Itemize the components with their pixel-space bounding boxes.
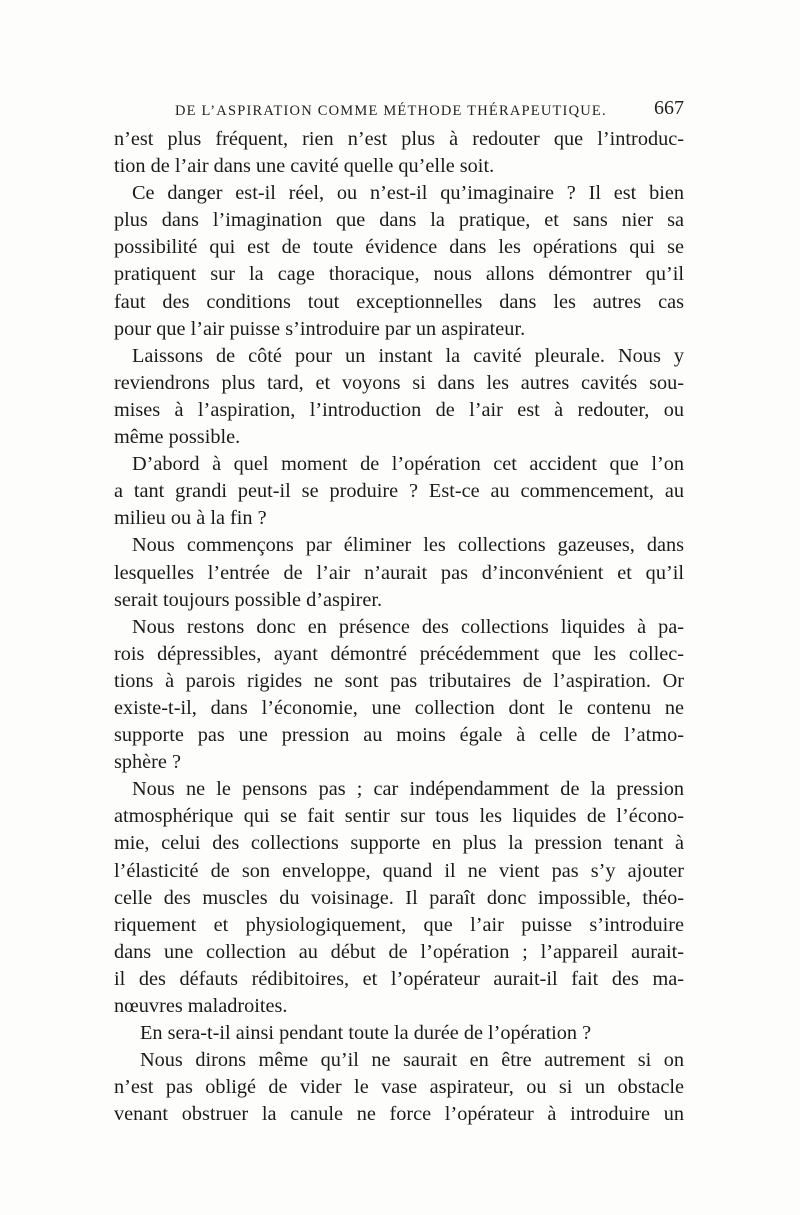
text-line: possibilité qui est de toute évidence dans les opérations qui se <box>114 236 684 259</box>
text-line: tion de l’air dans une cavité quelle qu’elle soit. <box>114 155 495 178</box>
text-line: atmosphérique qui se fait sentir sur tous les liquides de l’écono- <box>114 805 684 828</box>
text-line: Laissons de côté pour un instant la cavité pleurale. Nous y <box>132 344 684 367</box>
text-line: même possible. <box>114 426 241 449</box>
text-line: dans une collection au début de l’opération ; l’appareil aurait- <box>114 940 684 963</box>
text-line: faut des conditions tout exceptionnelles dans les autres cas <box>114 290 684 313</box>
text-line: Ce danger est-il réel, ou n’est-il qu’imaginaire ? Il est bien <box>132 182 684 205</box>
text-line: serait toujours possible d’aspirer. <box>114 588 383 611</box>
text-line: lesquelles l’entrée de l’air n’aurait pas d’inconvénient et qu’il <box>114 561 684 584</box>
text-line: Nous ne le pensons pas ; car indépendamment de la pression <box>132 778 684 801</box>
text-line: nœuvres maladroites. <box>114 995 288 1017</box>
page-header <box>112 97 684 127</box>
text-line: pour que l’air puisse s’introduire par un aspirateur. <box>114 317 526 340</box>
text-line: riquement et physiologiquement, que l’air puisse s’introduire <box>114 913 684 936</box>
text-line: n’est plus fréquent, rien n’est plus à redouter que l’introduc- <box>114 128 684 150</box>
text-line: plus dans l’imagination que dans la pratique, et sans nier sa <box>114 209 684 232</box>
text-line: Nous commençons par éliminer les collections gazeuses, dans <box>132 534 684 557</box>
text-line: pratiquent sur la cage thoracique, nous allons démontrer qu’il <box>114 263 684 286</box>
text-line: reviendrons plus tard, et voyons si dans les autres cavités sou- <box>114 371 684 394</box>
text-line: l’élasticité de son enveloppe, quand il ne vient pas s’y ajouter <box>114 859 684 882</box>
text-line: a tant grandi peut-il se produire ? Est-ce au commencement, au <box>114 480 684 503</box>
text-line: sphère ? <box>114 751 182 774</box>
text-line: il des défauts rédibitoires, et l’opérateur aurait-il fait des ma- <box>114 967 684 990</box>
text-line: mises à l’aspiration, l’introduction de l’air est à redouter, ou <box>114 398 684 421</box>
text-line: celle des muscles du voisinage. Il paraît donc impossible, théo- <box>114 886 684 909</box>
text-line: tions à parois rigides ne sont pas tributaires de l’aspiration. Or <box>114 669 684 692</box>
text-line: venant obstruer la canule ne force l’opérateur à introduire un <box>114 1103 684 1126</box>
running-title: DE L’ASPIRATION COMME MÉTHODE THÉRAPEUTIQUE. <box>175 103 607 119</box>
text-line: milieu ou à la fin ? <box>114 507 267 530</box>
text-line: existe-t-il, dans l’économie, une collection dont le contenu ne <box>114 696 684 719</box>
text-line: En sera-t-il ainsi pendant toute la durée de l’opération ? <box>140 1022 592 1045</box>
page-number: 667 <box>654 97 684 119</box>
text-line: mie, celui des collections supporte en plus la pression tenant à <box>114 832 684 855</box>
text-line: D’abord à quel moment de l’opération cet accident que l’on <box>132 453 684 476</box>
text-line: n’est pas obligé de vider le vase aspirateur, ou si un obstacle <box>114 1076 684 1099</box>
body-text <box>114 126 684 1128</box>
text-line: supporte pas une pression au moins égale à celle de l’atmo- <box>114 724 684 747</box>
text-line: rois dépressibles, ayant démontré précédemment que les collec- <box>114 642 684 665</box>
text-line: Nous dirons même qu’il ne saurait en être autrement si on <box>140 1049 684 1072</box>
text-line: Nous restons donc en présence des collections liquides à pa- <box>132 615 684 638</box>
